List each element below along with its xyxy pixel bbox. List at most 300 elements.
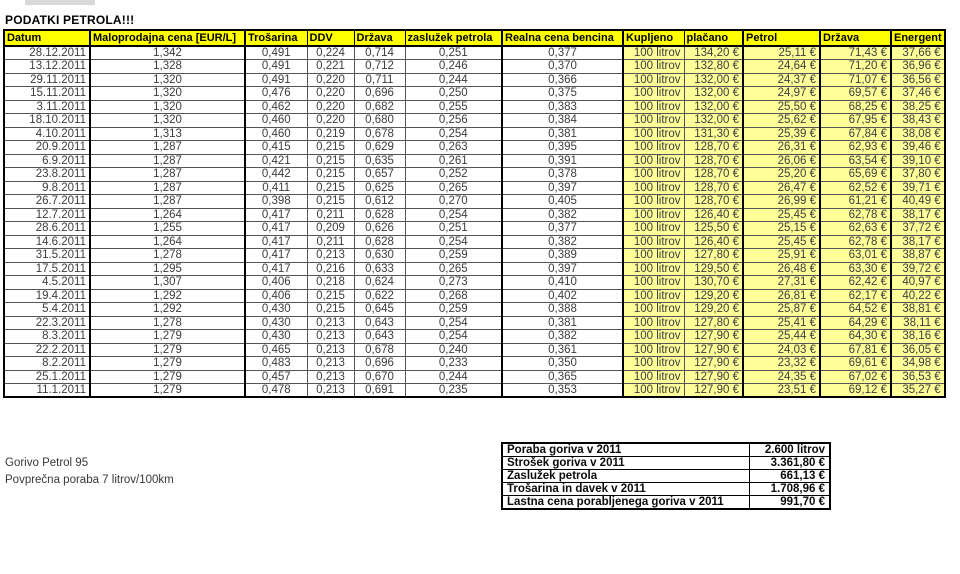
cell-realna-cena-bencina: 0,377: [502, 222, 623, 236]
cell-zasluzek-petrola: 0,246: [405, 60, 502, 74]
cell-drzava-2: 62,63 €: [820, 222, 891, 236]
table-row: [4, 195, 945, 209]
cell-energent: 40,22 €: [891, 289, 945, 303]
cell-realna-cena-bencina: 0,405: [502, 195, 623, 209]
cell-placano: 126,40 €: [684, 208, 743, 222]
cell-drzava: 0,714: [354, 46, 405, 60]
cell-placano: 132,00 €: [684, 87, 743, 101]
cell-trosarina: 0,430: [245, 330, 307, 344]
cell-realna-cena-bencina: 0,377: [502, 46, 623, 60]
cell-drzava-2: 63,54 €: [820, 154, 891, 168]
cell-drzava-2: 67,02 €: [820, 370, 891, 384]
cell-drzava: 0,696: [354, 87, 405, 101]
cell-trosarina: 0,411: [245, 181, 307, 195]
cell-drzava: 0,628: [354, 208, 405, 222]
cell-kupljeno: 100 litrov: [623, 154, 684, 168]
cell-placano: 128,70 €: [684, 168, 743, 182]
cell-realna-cena-bencina: 0,370: [502, 60, 623, 74]
cell-kupljeno: 100 litrov: [623, 316, 684, 330]
cell-placano: 129,20 €: [684, 289, 743, 303]
cell-petrol: 26,06 €: [743, 154, 820, 168]
cell-ddv: 0,215: [307, 168, 354, 182]
cell-petrol: 24,64 €: [743, 60, 820, 74]
cell-kupljeno: 100 litrov: [623, 343, 684, 357]
cell-maloprodajna-cena: 1,320: [90, 87, 245, 101]
cell-datum: 22.2.2011: [4, 343, 90, 357]
cell-trosarina: 0,417: [245, 249, 307, 263]
cell-kupljeno: 100 litrov: [623, 235, 684, 249]
column-header-trosarina: Trošarina: [245, 30, 307, 46]
cell-placano: 127,90 €: [684, 343, 743, 357]
cell-energent: 39,10 €: [891, 154, 945, 168]
cell-drzava: 0,645: [354, 303, 405, 317]
petrol-data-table: [3, 29, 946, 398]
cell-datum: 8.2.2011: [4, 357, 90, 371]
cell-trosarina: 0,417: [245, 208, 307, 222]
cell-ddv: 0,218: [307, 276, 354, 290]
cell-realna-cena-bencina: 0,382: [502, 235, 623, 249]
cell-petrol: 25,87 €: [743, 303, 820, 317]
cell-drzava-2: 69,12 €: [820, 384, 891, 398]
cell-realna-cena-bencina: 0,365: [502, 370, 623, 384]
cell-placano: 129,50 €: [684, 262, 743, 276]
cell-energent: 37,66 €: [891, 46, 945, 60]
column-header-drzava-2: Država: [820, 30, 891, 46]
cell-drzava: 0,624: [354, 276, 405, 290]
cell-drzava: 0,629: [354, 141, 405, 155]
cell-kupljeno: 100 litrov: [623, 249, 684, 263]
cell-drzava: 0,643: [354, 316, 405, 330]
cell-placano: 126,40 €: [684, 235, 743, 249]
table-row: [4, 208, 945, 222]
cell-drzava-2: 64,52 €: [820, 303, 891, 317]
cell-datum: 18.10.2011: [4, 114, 90, 128]
column-header-datum: Datum: [4, 30, 90, 46]
cell-datum: 4.5.2011: [4, 276, 90, 290]
cell-trosarina: 0,465: [245, 343, 307, 357]
cell-realna-cena-bencina: 0,389: [502, 249, 623, 263]
cell-zasluzek-petrola: 0,263: [405, 141, 502, 155]
cell-drzava-2: 62,17 €: [820, 289, 891, 303]
cell-placano: 125,50 €: [684, 222, 743, 236]
cell-kupljeno: 100 litrov: [623, 100, 684, 114]
cell-energent: 38,16 €: [891, 330, 945, 344]
cell-placano: 132,80 €: [684, 60, 743, 74]
cell-energent: 38,08 €: [891, 127, 945, 141]
column-header-energent: Energent: [891, 30, 945, 46]
cell-zasluzek-petrola: 0,254: [405, 235, 502, 249]
cell-kupljeno: 100 litrov: [623, 168, 684, 182]
cell-ddv: 0,221: [307, 60, 354, 74]
cell-zasluzek-petrola: 0,273: [405, 276, 502, 290]
cell-petrol: 27,31 €: [743, 276, 820, 290]
cell-realna-cena-bencina: 0,378: [502, 168, 623, 182]
cell-petrol: 25,15 €: [743, 222, 820, 236]
cell-drzava: 0,612: [354, 195, 405, 209]
cell-maloprodajna-cena: 1,287: [90, 181, 245, 195]
cell-trosarina: 0,421: [245, 154, 307, 168]
cell-drzava-2: 65,69 €: [820, 168, 891, 182]
cell-drzava: 0,630: [354, 249, 405, 263]
cell-ddv: 0,213: [307, 330, 354, 344]
cell-datum: 5.4.2011: [4, 303, 90, 317]
table-row: [4, 316, 945, 330]
cell-maloprodajna-cena: 1,328: [90, 60, 245, 74]
cell-drzava-2: 62,78 €: [820, 235, 891, 249]
cell-kupljeno: 100 litrov: [623, 208, 684, 222]
cell-datum: 28.6.2011: [4, 222, 90, 236]
cell-realna-cena-bencina: 0,381: [502, 316, 623, 330]
cropped-row-artifact: [25, 0, 95, 5]
cell-ddv: 0,216: [307, 262, 354, 276]
cell-placano: 127,90 €: [684, 370, 743, 384]
cell-realna-cena-bencina: 0,402: [502, 289, 623, 303]
cell-realna-cena-bencina: 0,381: [502, 127, 623, 141]
cell-energent: 36,96 €: [891, 60, 945, 74]
cell-trosarina: 0,460: [245, 127, 307, 141]
cell-drzava: 0,657: [354, 168, 405, 182]
cell-trosarina: 0,491: [245, 46, 307, 60]
cell-kupljeno: 100 litrov: [623, 46, 684, 60]
cell-zasluzek-petrola: 0,261: [405, 154, 502, 168]
cell-trosarina: 0,406: [245, 276, 307, 290]
cell-datum: 12.7.2011: [4, 208, 90, 222]
table-row: [4, 127, 945, 141]
summary-value: 1.708,96 €: [749, 483, 830, 496]
cell-drzava-2: 68,25 €: [820, 100, 891, 114]
cell-maloprodajna-cena: 1,287: [90, 141, 245, 155]
cell-petrol: 25,20 €: [743, 168, 820, 182]
cell-kupljeno: 100 litrov: [623, 60, 684, 74]
cell-kupljeno: 100 litrov: [623, 357, 684, 371]
cell-drzava-2: 71,43 €: [820, 46, 891, 60]
cell-petrol: 24,03 €: [743, 343, 820, 357]
cell-kupljeno: 100 litrov: [623, 370, 684, 384]
cell-ddv: 0,215: [307, 289, 354, 303]
cell-energent: 39,71 €: [891, 181, 945, 195]
cell-petrol: 24,97 €: [743, 87, 820, 101]
cell-ddv: 0,213: [307, 249, 354, 263]
cell-maloprodajna-cena: 1,320: [90, 100, 245, 114]
fuel-type-note: Gorivo Petrol 95: [5, 457, 89, 469]
cell-ddv: 0,215: [307, 195, 354, 209]
cell-drzava: 0,678: [354, 127, 405, 141]
cell-energent: 38,25 €: [891, 100, 945, 114]
cell-realna-cena-bencina: 0,410: [502, 276, 623, 290]
cell-drzava-2: 67,81 €: [820, 343, 891, 357]
cell-trosarina: 0,430: [245, 316, 307, 330]
table-row: [4, 114, 945, 128]
cell-zasluzek-petrola: 0,268: [405, 289, 502, 303]
cell-datum: 22.3.2011: [4, 316, 90, 330]
cell-datum: 29.11.2011: [4, 73, 90, 87]
cell-petrol: 26,31 €: [743, 141, 820, 155]
cell-maloprodajna-cena: 1,313: [90, 127, 245, 141]
cell-datum: 31.5.2011: [4, 249, 90, 263]
cell-datum: 15.11.2011: [4, 87, 90, 101]
table-row: [4, 46, 945, 60]
cell-ddv: 0,213: [307, 384, 354, 398]
cell-maloprodajna-cena: 1,279: [90, 384, 245, 398]
cell-trosarina: 0,491: [245, 60, 307, 74]
table-row: [4, 222, 945, 236]
cell-maloprodajna-cena: 1,279: [90, 357, 245, 371]
cell-drzava-2: 64,29 €: [820, 316, 891, 330]
cell-ddv: 0,215: [307, 181, 354, 195]
cell-placano: 132,00 €: [684, 100, 743, 114]
column-header-zasluzek-petrola: zaslužek petrola: [405, 30, 502, 46]
summary-row: [502, 443, 830, 457]
cell-trosarina: 0,462: [245, 100, 307, 114]
summary-row: [502, 483, 830, 496]
cell-zasluzek-petrola: 0,265: [405, 181, 502, 195]
cell-zasluzek-petrola: 0,259: [405, 249, 502, 263]
cell-placano: 129,20 €: [684, 303, 743, 317]
cell-realna-cena-bencina: 0,382: [502, 208, 623, 222]
table-row: [4, 289, 945, 303]
cell-drzava: 0,670: [354, 370, 405, 384]
cell-ddv: 0,219: [307, 127, 354, 141]
cell-maloprodajna-cena: 1,287: [90, 168, 245, 182]
cell-energent: 37,46 €: [891, 87, 945, 101]
cell-zasluzek-petrola: 0,256: [405, 114, 502, 128]
cell-trosarina: 0,478: [245, 384, 307, 398]
column-header-drzava: Država: [354, 30, 405, 46]
column-header-petrol: Petrol: [743, 30, 820, 46]
cell-trosarina: 0,406: [245, 289, 307, 303]
cell-ddv: 0,211: [307, 235, 354, 249]
column-header-realna-cena-bencina: Realna cena bencina: [502, 30, 623, 46]
cell-drzava-2: 63,30 €: [820, 262, 891, 276]
summary-label: Strošek goriva v 2011: [502, 457, 749, 470]
table-row: [4, 384, 945, 398]
cell-drzava-2: 61,21 €: [820, 195, 891, 209]
cell-kupljeno: 100 litrov: [623, 73, 684, 87]
summary-value: 3.361,80 €: [749, 457, 830, 470]
cell-maloprodajna-cena: 1,255: [90, 222, 245, 236]
cell-zasluzek-petrola: 0,259: [405, 303, 502, 317]
cell-petrol: 26,47 €: [743, 181, 820, 195]
cell-kupljeno: 100 litrov: [623, 222, 684, 236]
cell-maloprodajna-cena: 1,279: [90, 343, 245, 357]
cell-realna-cena-bencina: 0,353: [502, 384, 623, 398]
cell-realna-cena-bencina: 0,382: [502, 330, 623, 344]
summary-value: 991,70 €: [749, 496, 830, 510]
cell-placano: 127,90 €: [684, 357, 743, 371]
cell-placano: 132,00 €: [684, 114, 743, 128]
cell-drzava: 0,625: [354, 181, 405, 195]
table-row: [4, 357, 945, 371]
cell-petrol: 25,50 €: [743, 100, 820, 114]
cell-drzava-2: 62,52 €: [820, 181, 891, 195]
cell-energent: 38,11 €: [891, 316, 945, 330]
cell-kupljeno: 100 litrov: [623, 181, 684, 195]
table-row: [4, 235, 945, 249]
cell-placano: 132,00 €: [684, 73, 743, 87]
consumption-note: Povprečna poraba 7 litrov/100km: [5, 474, 174, 486]
cell-drzava: 0,680: [354, 114, 405, 128]
cell-ddv: 0,215: [307, 303, 354, 317]
cell-placano: 127,80 €: [684, 249, 743, 263]
cell-realna-cena-bencina: 0,395: [502, 141, 623, 155]
cell-kupljeno: 100 litrov: [623, 262, 684, 276]
cell-zasluzek-petrola: 0,244: [405, 73, 502, 87]
cell-kupljeno: 100 litrov: [623, 303, 684, 317]
cell-petrol: 25,45 €: [743, 208, 820, 222]
cell-trosarina: 0,476: [245, 87, 307, 101]
cell-maloprodajna-cena: 1,279: [90, 330, 245, 344]
cell-datum: 17.5.2011: [4, 262, 90, 276]
cell-drzava-2: 64,30 €: [820, 330, 891, 344]
cell-trosarina: 0,417: [245, 262, 307, 276]
cell-datum: 6.9.2011: [4, 154, 90, 168]
cell-drzava-2: 63,01 €: [820, 249, 891, 263]
cell-zasluzek-petrola: 0,240: [405, 343, 502, 357]
cell-maloprodajna-cena: 1,342: [90, 46, 245, 60]
header-row: [4, 30, 945, 46]
cell-zasluzek-petrola: 0,235: [405, 384, 502, 398]
cell-datum: 11.1.2011: [4, 384, 90, 398]
cell-energent: 36,05 €: [891, 343, 945, 357]
cell-placano: 128,70 €: [684, 195, 743, 209]
cell-trosarina: 0,417: [245, 222, 307, 236]
table-row: [4, 87, 945, 101]
cell-realna-cena-bencina: 0,361: [502, 343, 623, 357]
cell-realna-cena-bencina: 0,383: [502, 100, 623, 114]
cell-petrol: 25,39 €: [743, 127, 820, 141]
cell-placano: 134,20 €: [684, 46, 743, 60]
cell-petrol: 24,35 €: [743, 370, 820, 384]
cell-maloprodajna-cena: 1,295: [90, 262, 245, 276]
cell-zasluzek-petrola: 0,254: [405, 208, 502, 222]
cell-ddv: 0,213: [307, 316, 354, 330]
table-row: [4, 181, 945, 195]
cell-petrol: 26,81 €: [743, 289, 820, 303]
cell-datum: 25.1.2011: [4, 370, 90, 384]
cell-drzava: 0,712: [354, 60, 405, 74]
cell-energent: 39,72 €: [891, 262, 945, 276]
cell-realna-cena-bencina: 0,366: [502, 73, 623, 87]
table-row: [4, 249, 945, 263]
column-header-ddv: DDV: [307, 30, 354, 46]
cell-datum: 19.4.2011: [4, 289, 90, 303]
cell-placano: 128,70 €: [684, 141, 743, 155]
cell-ddv: 0,220: [307, 73, 354, 87]
cell-datum: 23.8.2011: [4, 168, 90, 182]
cell-kupljeno: 100 litrov: [623, 195, 684, 209]
cell-maloprodajna-cena: 1,320: [90, 73, 245, 87]
cell-petrol: 25,41 €: [743, 316, 820, 330]
cell-maloprodajna-cena: 1,264: [90, 235, 245, 249]
cell-energent: 38,17 €: [891, 208, 945, 222]
summary-label: Poraba goriva v 2011: [502, 443, 749, 457]
cell-ddv: 0,220: [307, 114, 354, 128]
cell-zasluzek-petrola: 0,255: [405, 100, 502, 114]
summary-table: [501, 442, 831, 510]
cell-maloprodajna-cena: 1,292: [90, 303, 245, 317]
cell-zasluzek-petrola: 0,254: [405, 316, 502, 330]
cell-realna-cena-bencina: 0,384: [502, 114, 623, 128]
cell-drzava: 0,622: [354, 289, 405, 303]
cell-kupljeno: 100 litrov: [623, 127, 684, 141]
cell-kupljeno: 100 litrov: [623, 87, 684, 101]
cell-drzava: 0,696: [354, 357, 405, 371]
table-row: [4, 370, 945, 384]
cell-placano: 128,70 €: [684, 181, 743, 195]
cell-zasluzek-petrola: 0,250: [405, 87, 502, 101]
cell-datum: 4.10.2011: [4, 127, 90, 141]
summary-label: Trošarina in davek v 2011: [502, 483, 749, 496]
cell-energent: 37,72 €: [891, 222, 945, 236]
summary-label: Lastna cena porabljenega goriva v 2011: [502, 496, 749, 510]
cell-ddv: 0,220: [307, 100, 354, 114]
cell-trosarina: 0,442: [245, 168, 307, 182]
cell-kupljeno: 100 litrov: [623, 141, 684, 155]
cell-datum: 9.8.2011: [4, 181, 90, 195]
table-row: [4, 141, 945, 155]
cell-maloprodajna-cena: 1,278: [90, 249, 245, 263]
cell-energent: 38,43 €: [891, 114, 945, 128]
cell-zasluzek-petrola: 0,270: [405, 195, 502, 209]
cell-petrol: 25,44 €: [743, 330, 820, 344]
cell-petrol: 26,99 €: [743, 195, 820, 209]
cell-energent: 38,87 €: [891, 249, 945, 263]
cell-placano: 127,80 €: [684, 316, 743, 330]
table-row: [4, 330, 945, 344]
cell-placano: 128,70 €: [684, 154, 743, 168]
cell-datum: 14.6.2011: [4, 235, 90, 249]
cell-energent: 40,49 €: [891, 195, 945, 209]
cell-ddv: 0,220: [307, 87, 354, 101]
cell-zasluzek-petrola: 0,254: [405, 127, 502, 141]
summary-row: [502, 496, 830, 510]
cell-petrol: 25,45 €: [743, 235, 820, 249]
cell-placano: 130,70 €: [684, 276, 743, 290]
table-row: [4, 60, 945, 74]
cell-energent: 36,56 €: [891, 73, 945, 87]
cell-drzava-2: 71,07 €: [820, 73, 891, 87]
cell-drzava: 0,691: [354, 384, 405, 398]
cell-maloprodajna-cena: 1,279: [90, 370, 245, 384]
cell-drzava: 0,628: [354, 235, 405, 249]
cell-zasluzek-petrola: 0,252: [405, 168, 502, 182]
cell-drzava-2: 62,78 €: [820, 208, 891, 222]
summary-value: 661,13 €: [749, 470, 830, 483]
cell-zasluzek-petrola: 0,244: [405, 370, 502, 384]
column-header-placano: plačano: [684, 30, 743, 46]
cell-realna-cena-bencina: 0,388: [502, 303, 623, 317]
cell-drzava-2: 69,57 €: [820, 87, 891, 101]
cell-zasluzek-petrola: 0,251: [405, 222, 502, 236]
table-row: [4, 154, 945, 168]
cell-ddv: 0,211: [307, 208, 354, 222]
table-row: [4, 262, 945, 276]
table-row: [4, 343, 945, 357]
cell-realna-cena-bencina: 0,375: [502, 87, 623, 101]
cell-ddv: 0,213: [307, 357, 354, 371]
cell-kupljeno: 100 litrov: [623, 276, 684, 290]
cell-petrol: 25,91 €: [743, 249, 820, 263]
cell-realna-cena-bencina: 0,397: [502, 262, 623, 276]
cell-ddv: 0,213: [307, 343, 354, 357]
cell-drzava-2: 67,95 €: [820, 114, 891, 128]
cell-realna-cena-bencina: 0,391: [502, 154, 623, 168]
cell-maloprodajna-cena: 1,287: [90, 195, 245, 209]
summary-row: [502, 470, 830, 483]
summary-row: [502, 457, 830, 470]
cell-energent: 38,17 €: [891, 235, 945, 249]
cell-realna-cena-bencina: 0,350: [502, 357, 623, 371]
